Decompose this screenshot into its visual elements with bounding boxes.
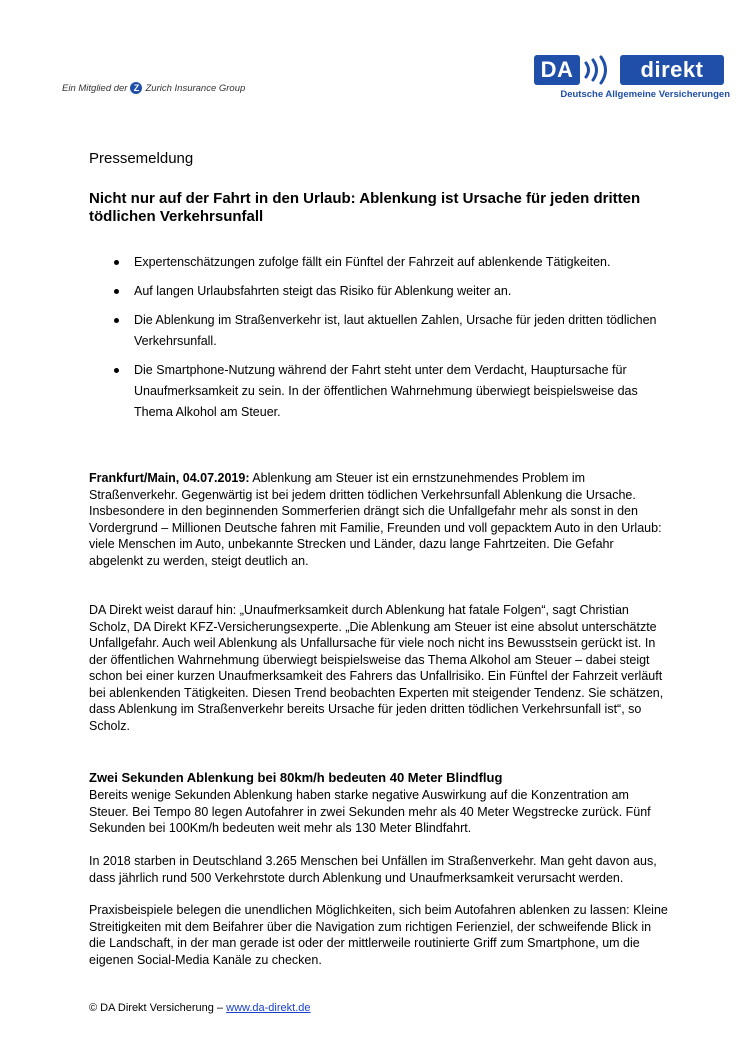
list-item bbox=[110, 360, 670, 423]
copyright: © DA Direkt Versicherung – bbox=[89, 1002, 224, 1014]
zurich-logo-icon: Z bbox=[130, 82, 142, 94]
bullet-icon bbox=[114, 318, 119, 323]
member-prefix: Ein Mitglied der bbox=[62, 82, 128, 94]
member-suffix: Zurich Insurance Group bbox=[145, 82, 246, 94]
paragraph-speed: Bereits wenige Sekunden Ablenkung haben starke negative Auswirkung auf die Konzentration am Steuer. Bei Tempo 80 legen Autofahrer in zwei Sekunden mehr als 40 Meter Wegstrecke zurück. Fünf Sekunden bei 100Km/h bedeuten weit mehr als 130 Meter Blindfahrt. bbox=[89, 788, 651, 835]
list-item-text: Expertenschätzungen zufolge fällt ein Fünftel der Fahrzeit auf ablenkende Tätigkeiten. bbox=[134, 255, 611, 269]
list-item-text: Die Smartphone-Nutzung während der Fahrt steht unter dem Verdacht, Hauptursache für Unaufmerksamkeit zu sein. In der öffentlichen Wahrnehmung überwiegt beispielsweise das Thema Alkohol am Steuer. bbox=[134, 363, 638, 419]
logo-da: DA bbox=[534, 55, 580, 85]
paragraph-intro-text: Ablenkung am Steuer ist ein ernstzunehmendes Problem im Straßenverkehr. Gegenwärtig ist bei jedem dritten tödlichen Verkehrsunfall Ablenkung die Ursache. Insbesondere in den beginnenden Sommerferien drängt sich die Unfallgefahr mehr als sonst in den Vordergrund – Millionen Deutsche fahren mit Familie, Freunden und voll gepacktem Auto in den Urlaub: viele Menschen im Auto, unbekannte Strecken und Länder, dazu lange Fahrtzeiten. Die Gefahr abgelenkt zu werden, steigt deutlich an. bbox=[89, 471, 662, 568]
dateline: Frankfurt/Main, 04.07.2019: bbox=[89, 471, 250, 485]
list-item-text: Die Ablenkung im Straßenverkehr ist, laut aktuellen Zahlen, Ursache für jeden dritten tödlichen Verkehrsunfall. bbox=[134, 313, 657, 348]
bullet-icon bbox=[114, 289, 119, 294]
key-points-list bbox=[110, 252, 670, 431]
paragraph-intro bbox=[89, 470, 669, 569]
list-item bbox=[110, 310, 670, 352]
paragraph-statistics: In 2018 starben in Deutschland 3.265 Menschen bei Unfällen im Straßenverkehr. Man geht davon aus, dass jährlich rund 500 Verkehrstote durch Ablenkung und Unaufmerksamkeit verursacht werden. bbox=[89, 854, 657, 885]
bullet-icon bbox=[114, 260, 119, 265]
website-link[interactable]: www.da-direkt.de bbox=[226, 1002, 311, 1014]
headline: Nicht nur auf der Fahrt in den Urlaub: Ablenkung ist Ursache für jeden dritten tödlichen Verkehrsunfall bbox=[89, 190, 641, 225]
footer bbox=[89, 1002, 311, 1014]
da-direkt-logo bbox=[534, 55, 730, 115]
logo-direkt: direkt bbox=[620, 55, 724, 85]
bullet-icon bbox=[114, 368, 119, 373]
paragraph-examples: Praxisbeispiele belegen die unendlichen Möglichkeiten, sich beim Autofahren ablenken zu lassen: Kleine Streitigkeiten mit dem Beifahrer über die Navigation zum richtigen Ferienziel, der schweifende Blick in die Landschaft, in der man gerade ist oder der mittlerweile routinierte Griff zum Smartphone, um die eigenen Social-Media Kanäle zu checken. bbox=[89, 903, 668, 967]
logo-tagline: Deutsche Allgemeine Versicherungen bbox=[560, 89, 730, 100]
doc-label: Pressemeldung bbox=[89, 150, 194, 167]
list-item bbox=[110, 252, 670, 273]
list-item-text: Auf langen Urlaubsfahrten steigt das Risiko für Ablenkung weiter an. bbox=[134, 284, 512, 298]
subheading: Zwei Sekunden Ablenkung bei 80km/h bedeuten 40 Meter Blindflug bbox=[89, 770, 503, 785]
paragraph-quote: DA Direkt weist darauf hin: „Unaufmerksamkeit durch Ablenkung hat fatale Folgen“, sagt Christian Scholz, DA Direkt KFZ-Versicherungsexperte. „Die Ablenkung am Steuer ist eine absolut unterschätzte Unfallgefahr. Auch weil Ablenkung als Unfallursache für viele noch nicht ins Bewusstsein gerückt ist. In der öffentlichen Wahrnehmung überwiegt beispielsweise das Thema Alkohol am Steuer – dabei steigt schon bei einer kurzen Unaufmerksamkeit des Fahrers das Unfallrisiko. Ein Fünftel der Fahrzeit verläuft bei ablenkenden Tätigkeiten. Diesen Trend beobachten Experten mit steigender Tendenz. Sie schätzen, dass Ablenkung im Straßenverkehr bereits Ursache für jeden dritten tödlichen Verkehrsunfall ist“, so Scholz. bbox=[89, 603, 664, 733]
sound-waves-icon bbox=[580, 55, 620, 85]
list-item bbox=[110, 281, 670, 302]
member-line bbox=[62, 82, 245, 94]
